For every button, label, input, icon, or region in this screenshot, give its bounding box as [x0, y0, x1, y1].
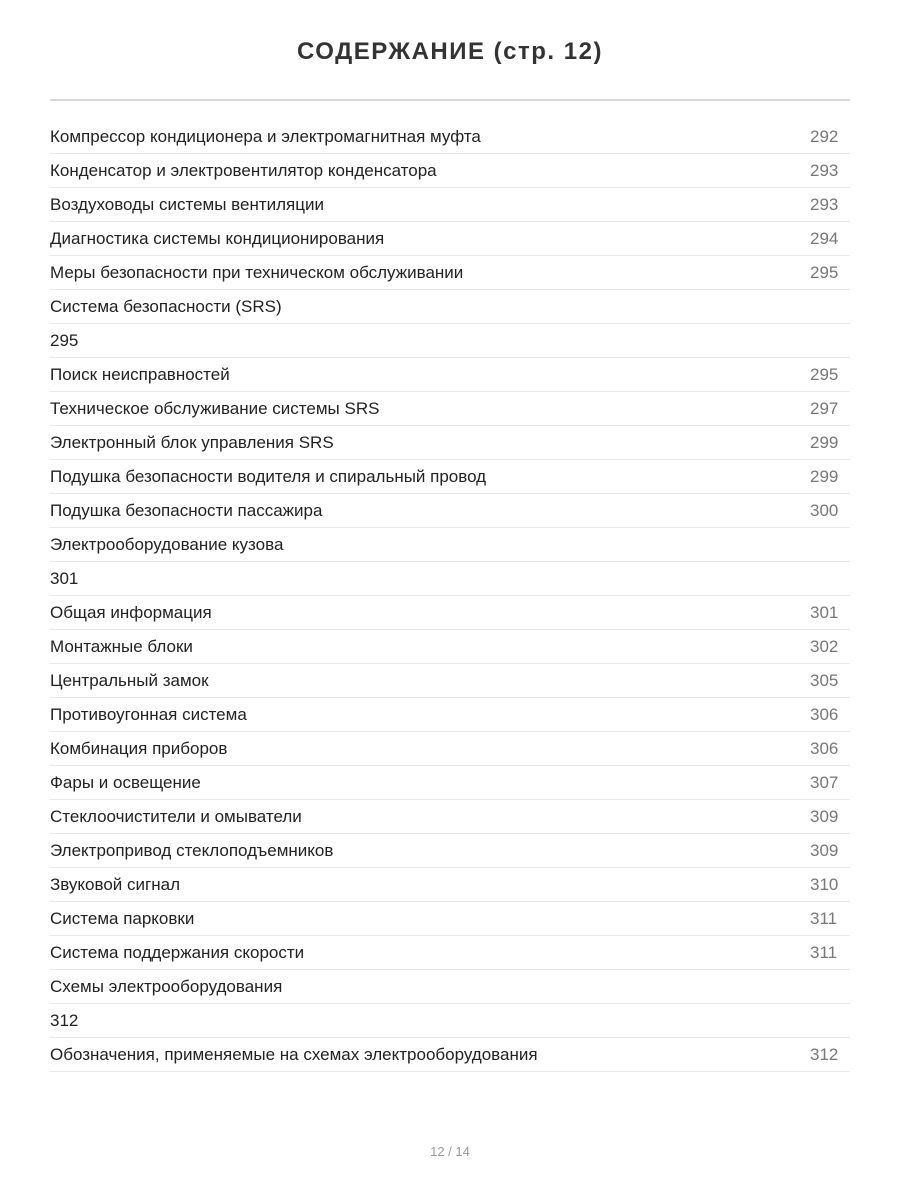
- toc-entry-label: Техническое обслуживание системы SRS: [50, 398, 380, 418]
- toc-entry-label: Компрессор кондиционера и электромагнитная муфта: [50, 126, 481, 146]
- toc-section-heading[interactable]: [50, 290, 850, 324]
- toc-entry[interactable]: [50, 936, 850, 970]
- toc-entry-label: Поиск неисправностей: [50, 364, 230, 384]
- toc-entry[interactable]: [50, 358, 850, 392]
- toc-entry[interactable]: [50, 664, 850, 698]
- toc-entry[interactable]: [50, 222, 850, 256]
- toc-entry-page: 300: [810, 500, 839, 520]
- toc-entry[interactable]: [50, 120, 850, 154]
- toc-entry[interactable]: [50, 1038, 850, 1072]
- toc-entry-page: 292: [810, 126, 839, 146]
- toc-entry-label: Система парковки: [50, 908, 195, 928]
- toc-entry[interactable]: [50, 256, 850, 290]
- toc-section-page[interactable]: [50, 562, 850, 596]
- toc-entry-label: Конденсатор и электровентилятор конденсатора: [50, 160, 437, 180]
- toc-entry-page: 293: [810, 160, 839, 180]
- toc-entry[interactable]: [50, 766, 850, 800]
- toc-entry-label: Центральный замок: [50, 670, 209, 690]
- toc-entry-label: Воздуховоды системы вентиляции: [50, 194, 324, 214]
- toc-entry[interactable]: [50, 698, 850, 732]
- toc-entry-label: Стеклоочистители и омыватели: [50, 806, 302, 826]
- toc-entry-page: 299: [810, 432, 839, 452]
- toc-entry-label: Комбинация приборов: [50, 738, 228, 758]
- toc-entry-page: 311: [810, 908, 838, 928]
- toc-entry-label: Система безопасности (SRS): [50, 296, 282, 316]
- toc-entry[interactable]: [50, 596, 850, 630]
- toc-entry[interactable]: [50, 188, 850, 222]
- toc-entry-page: 305: [810, 670, 839, 690]
- toc-entry[interactable]: [50, 732, 850, 766]
- page-indicator: 12 / 14: [430, 1144, 470, 1159]
- toc-entry-page: 309: [810, 840, 839, 860]
- toc-entry-label: Диагностика системы кондиционирования: [50, 228, 385, 248]
- toc-section-heading[interactable]: [50, 970, 850, 1004]
- toc-entry-label: Звуковой сигнал: [50, 874, 180, 894]
- toc-entry-page: 312: [810, 1044, 839, 1064]
- toc-entry-page: 294: [810, 228, 839, 248]
- toc-entry-label: Обозначения, применяемые на схемах электрооборудования: [50, 1044, 538, 1064]
- toc-entry-page: 293: [810, 194, 839, 214]
- toc-entry-page: 299: [810, 466, 839, 486]
- toc-entry-label: Система поддержания скорости: [50, 942, 305, 962]
- toc-entry[interactable]: [50, 494, 850, 528]
- toc-entry-page: 306: [810, 704, 839, 724]
- toc-entry-label: Монтажные блоки: [50, 636, 193, 656]
- toc-entry-label: Фары и освещение: [50, 772, 201, 792]
- toc-entry-label: 312: [50, 1010, 79, 1030]
- toc-entry-page: 311: [810, 942, 838, 962]
- toc-section-heading[interactable]: [50, 528, 850, 562]
- toc-entry-label: Общая информация: [50, 602, 212, 622]
- toc-section-page[interactable]: [50, 324, 850, 358]
- toc-entry-page: 302: [810, 636, 839, 656]
- toc-entry[interactable]: [50, 392, 850, 426]
- toc-entry-label: Схемы электрооборудования: [50, 976, 283, 996]
- toc-entry[interactable]: [50, 834, 850, 868]
- toc-entry-page: 310: [810, 874, 839, 894]
- toc-entry-label: 301: [50, 568, 79, 588]
- toc-entry-label: Электропривод стеклоподъемников: [50, 840, 334, 860]
- toc-entry-page: 306: [810, 738, 839, 758]
- title-divider: [50, 99, 850, 101]
- toc-entry[interactable]: [50, 426, 850, 460]
- toc-entry[interactable]: [50, 630, 850, 664]
- toc-entry-page: 309: [810, 806, 839, 826]
- toc-list: [50, 120, 850, 1072]
- toc-entry-page: 295: [810, 262, 839, 282]
- toc-entry[interactable]: [50, 902, 850, 936]
- toc-entry[interactable]: [50, 868, 850, 902]
- toc-entry-label: Подушка безопасности пассажира: [50, 500, 323, 520]
- toc-entry-page: 307: [810, 772, 839, 792]
- toc-entry-page: 297: [810, 398, 839, 418]
- toc-entry[interactable]: [50, 460, 850, 494]
- toc-entry-label: Подушка безопасности водителя и спиральный провод: [50, 466, 487, 486]
- toc-entry-label: Электрооборудование кузова: [50, 534, 284, 554]
- toc-entry-page: 295: [810, 364, 839, 384]
- toc-entry[interactable]: [50, 800, 850, 834]
- toc-entry-label: Противоугонная система: [50, 704, 247, 724]
- toc-entry[interactable]: [50, 154, 850, 188]
- toc-entry-label: Меры безопасности при техническом обслуживании: [50, 262, 464, 282]
- toc-entry-label: Электронный блок управления SRS: [50, 432, 334, 452]
- toc-section-page[interactable]: [50, 1004, 850, 1038]
- page-title: СОДЕРЖАНИЕ (стр. 12): [297, 38, 603, 65]
- toc-entry-page: 301: [810, 602, 839, 622]
- toc-entry-label: 295: [50, 330, 79, 350]
